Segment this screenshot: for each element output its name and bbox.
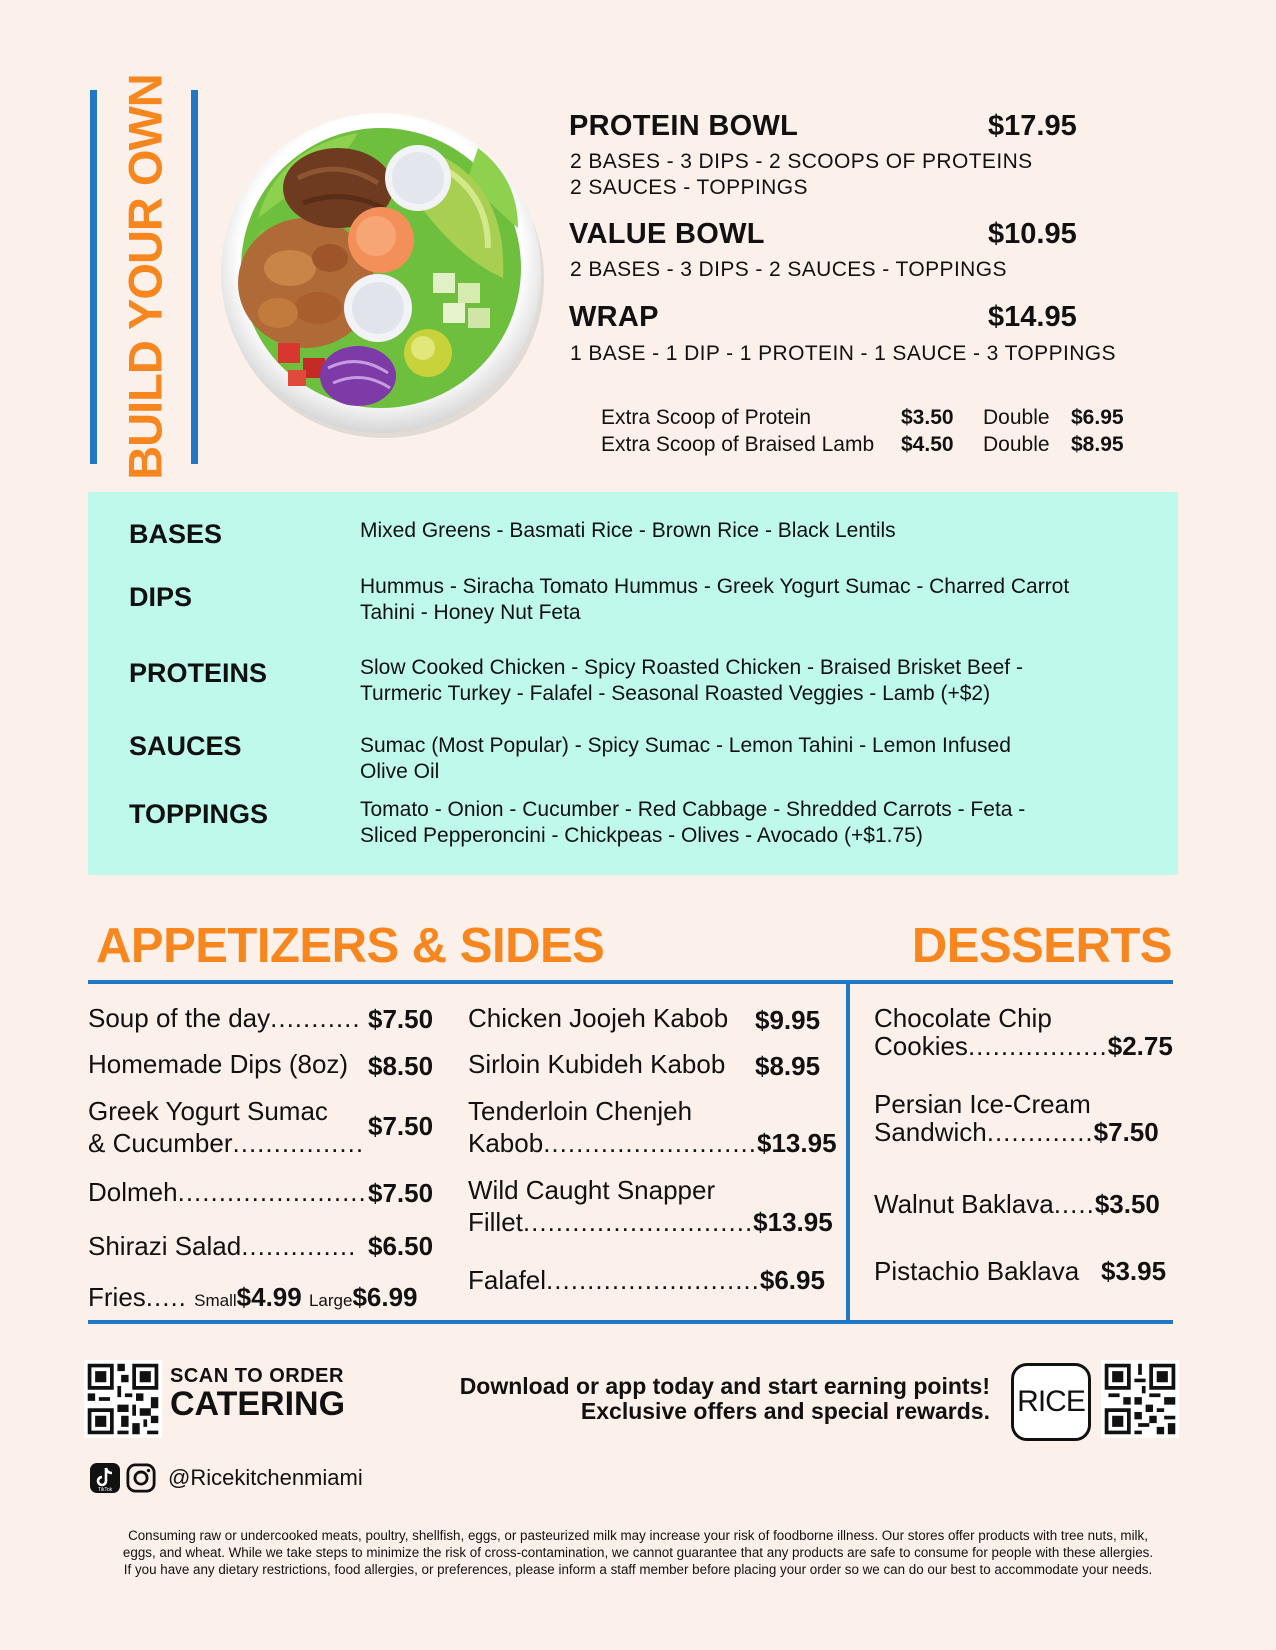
disclaimer-line: eggs, and wheat. While we take steps to minimize the risk of cross-contamination, we cannot guarantee that any products are safe to consume for people with these allergies.	[122, 1545, 1154, 1560]
sauces-options	[360, 733, 1140, 785]
app-qr-code[interactable]	[1101, 1360, 1179, 1438]
joojeh-item: Chicken Joojeh Kabob	[468, 1003, 729, 1033]
fries-name: Fries	[88, 1282, 146, 1312]
ice-cream-item	[874, 1090, 1159, 1146]
bases-options	[360, 518, 1140, 544]
cookies-name-line1: Chocolate Chip	[874, 1003, 1052, 1033]
ice-cream-price: $7.50	[1093, 1117, 1159, 1147]
walnut-baklava-price: $3.50	[1094, 1189, 1160, 1219]
chenjeh-name-line1: Tenderloin Chenjeh	[468, 1096, 693, 1126]
dolmeh-dots: .......................	[177, 1177, 367, 1207]
greek-yogurt-dots: ................	[232, 1128, 365, 1158]
bowl-image	[218, 108, 548, 438]
snapper-price: $13.95	[753, 1207, 833, 1237]
value-bowl-title: VALUE BOWL	[569, 218, 765, 250]
appetizers-heading: APPETIZERS & SIDES	[96, 919, 605, 973]
pistachio-baklava-price: $3.95	[1101, 1256, 1167, 1286]
extra-protein-price	[901, 406, 954, 430]
menu-top-rule	[88, 980, 1173, 984]
chenjeh-price: $13.95	[757, 1128, 837, 1158]
app-promo-line2: Exclusive offers and special rewards.	[580, 1398, 990, 1424]
chenjeh-name-line2: Kabob	[468, 1128, 544, 1158]
toppings-options	[360, 797, 1140, 849]
banner-right-bar	[191, 90, 198, 464]
homemade-dips-item: Homemade Dips (8oz)	[88, 1049, 349, 1079]
snapper-name-line1: Wild Caught Snapper	[468, 1175, 716, 1205]
extra-lamb-price-value: $4.50	[901, 433, 954, 456]
rice-logo-text: RICE	[1017, 1385, 1085, 1418]
extra-protein-price-value: $3.50	[901, 406, 954, 429]
sauces-options-line: Olive Oil	[360, 760, 440, 783]
social-handle[interactable]: @Ricekitchenmiami	[168, 1465, 363, 1490]
toppings-options-line: Sliced Pepperoncini - Chickpeas - Olives - Avocado (+$1.75)	[360, 824, 923, 847]
extra-protein-double-label: Double	[983, 406, 1050, 429]
wrap-desc: 1 BASE - 1 DIP - 1 PROTEIN - 1 SAUCE - 3 TOPPINGS	[570, 342, 1116, 365]
toppings-label: TOPPINGS	[129, 799, 269, 829]
snapper-name-line2: Fillet	[468, 1207, 523, 1237]
toppings-options-line: Tomato - Onion - Cucumber - Red Cabbage - Shredded Carrots - Feta -	[360, 798, 1026, 821]
falafel-item	[468, 1265, 825, 1296]
tiktok-glyph	[90, 1463, 120, 1493]
sauces-label: SAUCES	[129, 731, 242, 761]
fries-dots: .....	[145, 1282, 187, 1312]
dips-options-line: Tahini - Honey Nut Feta	[360, 601, 581, 624]
dips-options-line: Hummus - Siracha Tomato Hummus - Greek Yogurt Sumac - Charred Carrot	[360, 575, 1070, 598]
protein-bowl-desc-line: 2 SAUCES - TOPPINGS	[570, 176, 808, 199]
sauces-options-line: Sumac (Most Popular) - Spicy Sumac - Lemon Tahini - Lemon Infused	[360, 734, 1011, 757]
kubideh-item: Sirloin Kubideh Kabob	[468, 1049, 726, 1079]
soup-name: Soup of the day	[88, 1003, 271, 1033]
falafel-name: Falafel	[468, 1265, 547, 1295]
cookies-price: $2.75	[1107, 1031, 1173, 1061]
greek-yogurt-name-line2: & Cucumber	[88, 1128, 233, 1158]
chenjeh-item	[468, 1095, 837, 1159]
tiktok-icon[interactable]	[90, 1463, 120, 1493]
shirazi-item	[88, 1231, 356, 1262]
extra-protein-double-price	[1071, 406, 1124, 430]
wrap-price: $14.95	[988, 301, 1077, 333]
cookies-item	[874, 1004, 1173, 1060]
joojeh-price: $9.95	[755, 1005, 821, 1035]
qr-code-icon	[84, 1360, 162, 1438]
desserts-divider	[846, 980, 850, 1324]
snapper-dots: ............................	[522, 1207, 754, 1237]
fries-small-label: Small	[194, 1291, 237, 1310]
snapper-item	[468, 1174, 833, 1238]
fries-item	[88, 1282, 418, 1313]
desserts-heading: DESSERTS	[911, 919, 1172, 973]
ice-cream-name-line1: Persian Ice-Cream	[874, 1089, 1091, 1119]
proteins-options	[360, 655, 1140, 707]
allergy-disclaimer	[70, 1527, 1206, 1578]
dolmeh-price: $7.50	[368, 1178, 434, 1208]
greek-yogurt-price: $7.50	[368, 1111, 434, 1141]
qr-code-icon	[1101, 1360, 1179, 1438]
shirazi-dots: ..............	[241, 1231, 357, 1261]
fries-large-label: Large	[308, 1291, 353, 1310]
pistachio-baklava-item: Pistachio Baklava	[874, 1256, 1080, 1286]
homemade-dips-price: $8.50	[368, 1051, 434, 1081]
catering-qr-code[interactable]	[84, 1360, 162, 1438]
kubideh-price: $8.95	[755, 1051, 821, 1081]
proteins-options-line: Turmeric Turkey - Falafel - Seasonal Roasted Veggies - Lamb (+$2)	[360, 682, 991, 705]
app-promo-line1: Download or app today and start earning points!	[459, 1373, 990, 1399]
cookies-dots: .................	[967, 1031, 1108, 1061]
extra-protein-label: Extra Scoop of Protein	[601, 406, 812, 429]
falafel-price: $6.95	[759, 1265, 825, 1295]
chenjeh-dots: ..........................	[543, 1128, 758, 1158]
scan-to-order-label: SCAN TO ORDER	[170, 1365, 344, 1387]
ice-cream-dots: .............	[986, 1117, 1094, 1147]
value-bowl-desc: 2 BASES - 3 DIPS - 2 SAUCES - TOPPINGS	[570, 258, 1007, 281]
wrap-title: WRAP	[569, 301, 659, 333]
protein-bowl-title: PROTEIN BOWL	[569, 110, 799, 142]
greek-yogurt-name-line1: Greek Yogurt Sumac	[88, 1096, 328, 1126]
dips-label: DIPS	[129, 582, 193, 612]
protein-bowl-desc-line: 2 BASES - 3 DIPS - 2 SCOOPS OF PROTEINS	[570, 150, 1033, 173]
falafel-dots: ..........................	[546, 1265, 760, 1295]
rice-logo	[1011, 1363, 1091, 1441]
build-your-own-title: BUILD YOUR OWN	[118, 74, 172, 480]
protein-bowl-desc	[570, 149, 1033, 201]
tiktok-caption: TikTok	[97, 1487, 113, 1493]
extra-lamb-double-label: Double	[983, 433, 1050, 456]
dolmeh-name: Dolmeh	[88, 1177, 178, 1207]
disclaimer-line: If you have any dietary restrictions, food allergies, or preferences, please inform a staff member before placing your order so we can do our best to accommodate your needs.	[123, 1562, 1153, 1577]
menu-bottom-rule	[88, 1320, 1173, 1324]
dips-options	[360, 574, 1140, 626]
extra-protein-double-price-value: $6.95	[1071, 406, 1124, 429]
fries-large-price: $6.99	[352, 1282, 418, 1312]
proteins-options-line: Slow Cooked Chicken - Spicy Roasted Chicken - Braised Brisket Beef -	[360, 656, 1023, 679]
walnut-baklava-name: Walnut Baklava	[874, 1189, 1054, 1219]
ice-cream-name-line2: Sandwich	[874, 1117, 987, 1147]
walnut-baklava-dots: .....	[1053, 1189, 1095, 1219]
walnut-baklava-item	[874, 1189, 1160, 1220]
proteins-label: PROTEINS	[129, 658, 268, 688]
cookies-name-line2: Cookies	[874, 1031, 968, 1061]
fries-small-price: $4.99	[236, 1282, 302, 1312]
banner-left-bar	[90, 90, 97, 464]
soup-dots: ...........	[270, 1003, 361, 1033]
dolmeh-item	[88, 1177, 367, 1208]
soup-price: $7.50	[368, 1004, 434, 1034]
value-bowl-price: $10.95	[988, 218, 1077, 250]
extra-lamb-double-price	[1071, 433, 1124, 457]
instagram-icon[interactable]	[126, 1463, 156, 1493]
social-links	[90, 1463, 363, 1493]
soup-item	[88, 1003, 361, 1034]
protein-bowl-price: $17.95	[988, 110, 1077, 142]
catering-label: CATERING	[170, 1385, 346, 1423]
greek-yogurt-item	[88, 1095, 364, 1159]
extra-lamb-price	[901, 433, 954, 457]
extra-lamb-label: Extra Scoop of Braised Lamb	[601, 433, 875, 456]
shirazi-price: $6.50	[368, 1231, 434, 1261]
bases-label: BASES	[129, 519, 223, 549]
extra-lamb-double-price-value: $8.95	[1071, 433, 1124, 456]
bases-options-line: Mixed Greens - Basmati Rice - Brown Rice - Black Lentils	[360, 519, 896, 542]
disclaimer-line: Consuming raw or undercooked meats, poultry, shellfish, eggs, or pasteurized milk may increase your risk of foodborne illness. Our stores offer products with tree nuts, milk,	[128, 1528, 1148, 1543]
shirazi-name: Shirazi Salad	[88, 1231, 242, 1261]
instagram-glyph	[126, 1462, 156, 1494]
